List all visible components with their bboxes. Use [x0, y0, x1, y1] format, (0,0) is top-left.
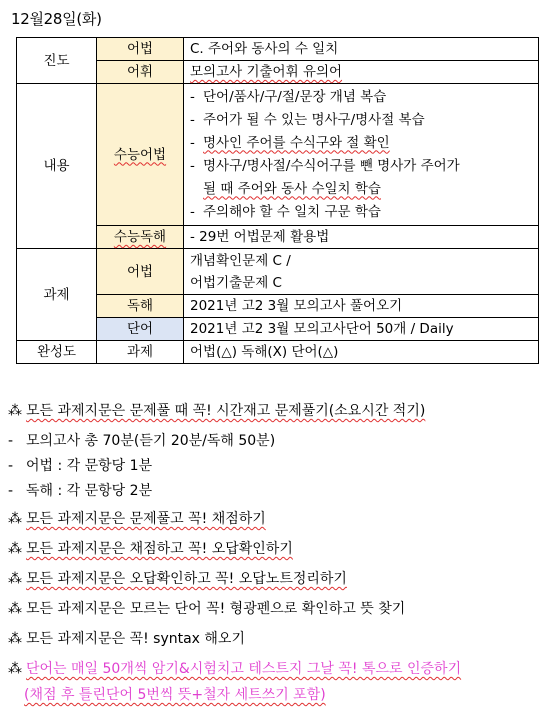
note-line: ⁂ 모든 과제지문은 모르는 단어 꼭! 형광펜으로 확인하고 뜻 찾기 [8, 601, 406, 617]
progress-vocab-label: 어휘 [97, 61, 184, 84]
note-line-highlight: (채점 후 틀린단어 5번씩 뜻+철자 세트쓰기 포함) [24, 687, 326, 703]
content-header: 내용 [17, 84, 97, 249]
homework-grammar-label: 어법 [97, 249, 184, 295]
list-item: - 주어가 될 수 있는 명사구/명사절 복습 [190, 111, 425, 128]
progress-vocab-detail: 모의고사 기출어휘 유의어 [184, 61, 539, 84]
asterism-icon: ⁂ [8, 661, 22, 677]
completion-label: 과제 [97, 341, 184, 364]
list-item: - 명사인 주어를 수식구와 절 확인 [190, 134, 390, 151]
note-line-highlight: ⁂ 단어는 매일 50개씩 암기&시험치고 테스트지 그날 꼭! 톡으로 인증하기 [8, 661, 462, 677]
homework-grammar-detail: 개념확인문제 C / 어법기출문제 C [184, 249, 539, 295]
note-line: - 독해 : 각 문항당 2분 [8, 483, 153, 499]
study-plan-table [16, 37, 539, 364]
content-reading-detail: - 29번 어법문제 활용법 [184, 226, 539, 249]
list-item: - 명사구/명사절/수식어구를 뺀 명사가 주어가 [190, 157, 460, 174]
list-item: - 단어/품사/구/절/문장 개념 복습 [190, 88, 387, 105]
progress-header: 진도 [17, 38, 97, 84]
table-row [17, 84, 539, 226]
progress-grammar-label: 어법 [97, 38, 184, 61]
content-grammar-label: 수능어법 [97, 84, 184, 226]
progress-grammar-detail: C. 주어와 동사의 수 일치 [184, 38, 539, 61]
asterism-icon: ⁂ [8, 403, 22, 419]
note-line: ⁂ 모든 과제지문은 꼭! syntax 해오기 [8, 631, 245, 647]
note-line: ⁂ 모든 과제지문은 문제풀 때 꼭! 시간재고 문제풀기(소요시간 적기) [8, 403, 426, 419]
note-line: - 모의고사 총 70분(듣기 20분/독해 50분) [8, 433, 276, 449]
completion-header: 완성도 [17, 341, 97, 364]
table-row [17, 249, 539, 295]
asterism-icon: ⁂ [8, 631, 22, 647]
homework-header: 과제 [17, 249, 97, 341]
table-row [17, 341, 539, 364]
note-line: ⁂ 모든 과제지문은 오답확인하고 꼭! 오답노트정리하기 [8, 571, 347, 587]
date-heading: 12월28일(화) [11, 10, 102, 28]
list-item-continuation: 될 때 주어와 동사 수일치 학습 [203, 180, 381, 197]
asterism-icon: ⁂ [8, 571, 22, 587]
homework-reading-label: 독해 [97, 295, 184, 318]
content-reading-label: 수능독해 [97, 226, 184, 249]
asterism-icon: ⁂ [8, 601, 22, 617]
content-bullets [184, 84, 539, 226]
note-line: - 어법 : 각 문항당 1분 [8, 458, 153, 474]
completion-detail: 어법(△) 독해(X) 단어(△) [184, 341, 539, 364]
homework-reading-detail: 2021년 고2 3월 모의고사 풀어오기 [184, 295, 539, 318]
list-item: - 주의해야 할 수 일치 구문 학습 [190, 203, 381, 220]
asterism-icon: ⁂ [8, 541, 22, 557]
note-line: ⁂ 모든 과제지문은 채점하고 꼭! 오답확인하기 [8, 541, 293, 557]
asterism-icon: ⁂ [8, 511, 22, 527]
table-row [17, 38, 539, 61]
homework-vocab-label: 단어 [97, 318, 184, 341]
homework-vocab-detail: 2021년 고2 3월 모의고사단어 50개 / Daily [184, 318, 539, 341]
note-line: ⁂ 모든 과제지문은 문제풀고 꼭! 채점하기 [8, 511, 266, 527]
